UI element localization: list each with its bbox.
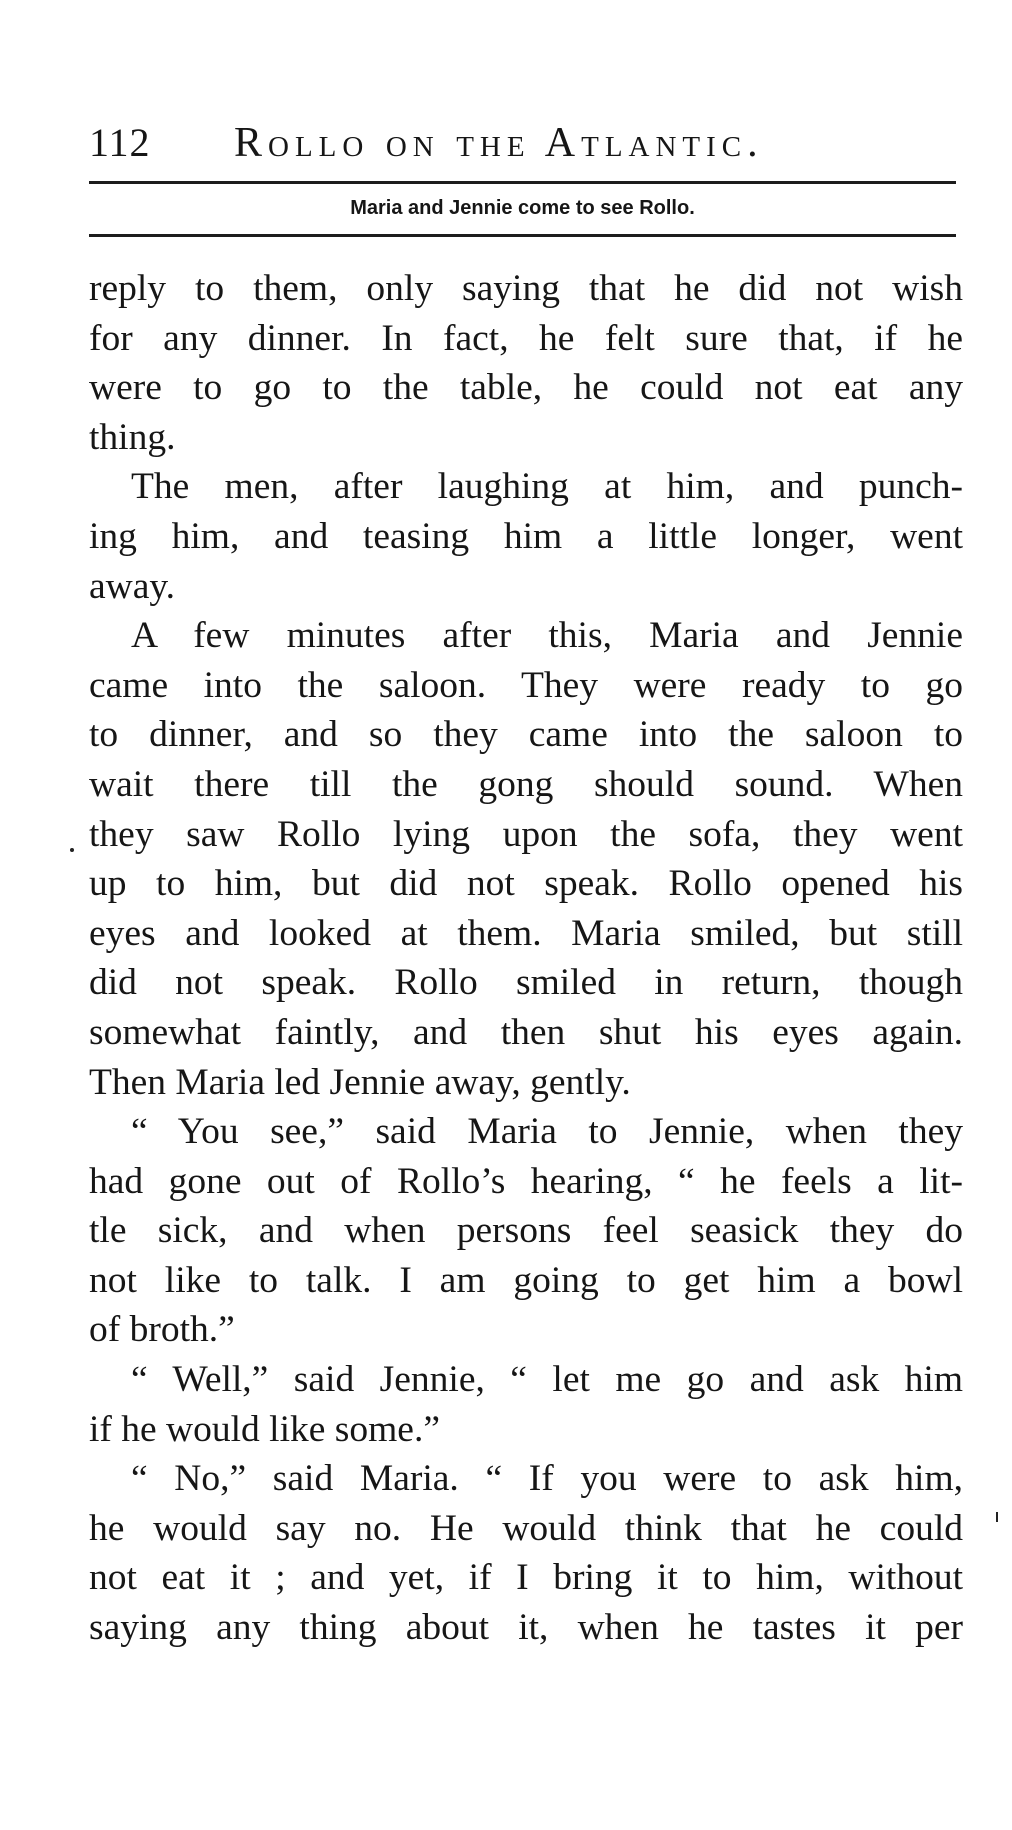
text-line: somewhat faintly, and then shut his eyes again. (89, 1011, 963, 1053)
text-line: not eat it ; and yet, if I bring it to him, without (89, 1557, 963, 1599)
text-line: came into the saloon. They were ready to go (89, 664, 963, 706)
page-number: 112 (89, 120, 151, 165)
text-line: “ Well,” said Jennie, “ let me go and ask him (131, 1359, 963, 1401)
text-line: eyes and looked at them. Maria smiled, but still (89, 912, 963, 954)
text-line: tle sick, and when persons feel seasick they do (89, 1210, 963, 1252)
text-line: they saw Rollo lying upon the sofa, they went (89, 813, 963, 855)
text-line: up to him, but did not speak. Rollo opened his (89, 863, 963, 905)
text-line: “ You see,” said Maria to Jennie, when they (131, 1111, 963, 1153)
text-line: did not speak. Rollo smiled in return, though (89, 962, 963, 1004)
body-text (89, 264, 963, 1653)
margin-speck (70, 848, 74, 852)
text-line: for any dinner. In fact, he felt sure that, if he (89, 317, 963, 359)
text-line: saying any thing about it, when he tastes it per (89, 1607, 963, 1649)
text-line: to dinner, and so they came into the saloon to (89, 714, 963, 756)
text-line: were to go to the table, he could not eat any (89, 367, 963, 409)
text-line: “ No,” said Maria. “ If you were to ask him, (131, 1458, 963, 1500)
text-line: thing. (89, 416, 176, 458)
text-line: A few minutes after this, Maria and Jennie (131, 615, 963, 657)
running-head (89, 118, 949, 168)
margin-speck (996, 1512, 998, 1522)
header-rule-top (89, 181, 956, 184)
text-line: had gone out of Rollo’s hearing, “ he feels a lit- (89, 1160, 963, 1202)
book-title: Rollo on the Atlantic. (234, 120, 764, 166)
text-line: ing him, and teasing him a little longer, went (89, 515, 963, 557)
text-line: of broth.” (89, 1309, 235, 1351)
text-line: not like to talk. I am going to get him a bowl (89, 1259, 963, 1301)
text-line: The men, after laughing at him, and punch- (131, 466, 963, 508)
header-rule-bottom (89, 234, 956, 237)
section-caption: Maria and Jennie come to see Rollo. (350, 197, 695, 219)
text-line: wait there till the gong should sound. When (89, 763, 963, 805)
text-line: he would say no. He would think that he could (89, 1507, 963, 1549)
text-line: reply to them, only saying that he did not wish (89, 268, 963, 309)
text-line: Then Maria led Jennie away, gently. (89, 1061, 631, 1103)
text-line: if he would like some.” (89, 1408, 440, 1450)
text-line: away. (89, 565, 176, 607)
